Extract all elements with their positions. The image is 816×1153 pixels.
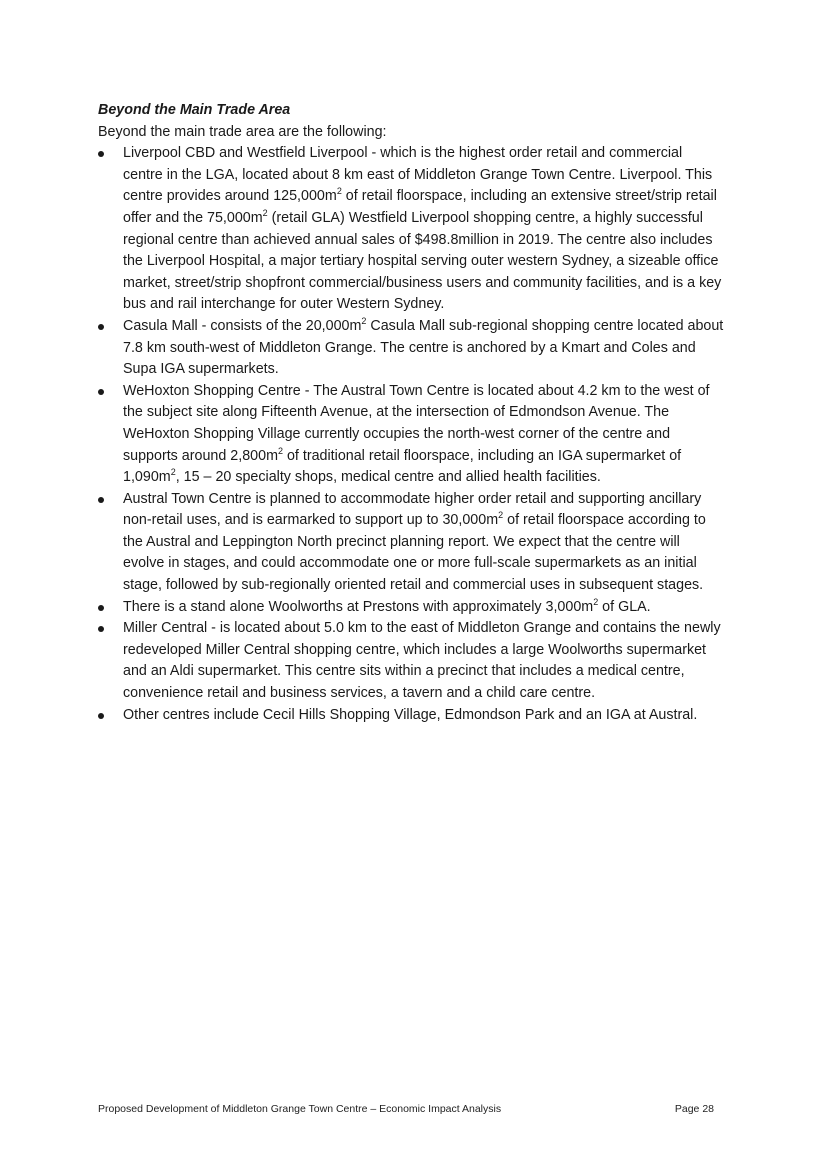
list-item: Liverpool CBD and Westfield Liverpool - which is the highest order retail and commercial centre in the LGA, located about 8 km east of Middleton Grange Town Centre. Liverpool. This centre provides around $125,000m^2$ of retail floorspace, including an extensive street/strip retail offer and the $75,000m^2$ (retail GLA) Westfield Liverpool shopping centre, a highly successful regional centre than achieved annual sales of $498.8million in 2019. The centre also includes the Liverpool Hospital, a major tertiary hospital serving outer western Sydney, a sizeable office market, street/strip shopfront commercial/business users and community facilities, and is a key bus and rail interchange for outer Western Sydney. [98, 143, 724, 316]
bullet-icon [98, 151, 104, 157]
list-item: Miller Central - is located about 5.0 km to the east of Middleton Grange and contains the newly redeveloped Miller Central shopping centre, which includes a large Woolworths supermarket and an Aldi supermarket. This centre sits within a precinct that includes a medical centre, convenience retail and business services, a tavern and a child care centre. [98, 618, 724, 704]
list-item: WeHoxton Shopping Centre - The Austral Town Centre is located about 4.2 km to the west of the subject site along Fifteenth Avenue, at the intersection of Edmondson Avenue. The WeHoxton Shopping Village currently occupies the north-west corner of the centre and supports around $2,800m^2$ of traditional retail floorspace, including an IGA supermarket of $1,090m^2$, 15 – 20 specialty shops, medical centre and allied health facilities. [98, 381, 724, 489]
footer-title: Proposed Development of Middleton Grange Town Centre – Economic Impact Analysis [98, 1103, 502, 1115]
document-body [98, 100, 724, 726]
bullet-icon [98, 497, 104, 503]
page-footer [98, 1103, 714, 1115]
bullet-icon [98, 605, 104, 611]
section-heading: Beyond the Main Trade Area [98, 102, 291, 118]
bullet-icon [98, 626, 104, 632]
centre-list [98, 143, 724, 726]
list-item: There is a stand alone Woolworths at Prestons with approximately $3,000m^2$ of GLA. [98, 597, 724, 619]
bullet-icon [98, 324, 104, 330]
list-item: Austral Town Centre is planned to accommodate higher order retail and supporting ancillary non-retail uses, and is earmarked to support up to $30,000m^2$ of retail floorspace according to the Austral and Leppington North precinct planning report. We expect that the centre will evolve in stages, and could accommodate one or more full-scale supermarkets as an initial stage, followed by sub-regionally oriented retail and commercial uses in subsequent stages. [98, 489, 724, 597]
bullet-icon [98, 713, 104, 719]
list-item: Other centres include Cecil Hills Shopping Village, Edmondson Park and an IGA at Austral. [98, 705, 724, 727]
list-item: Casula Mall - consists of the $20,000m^2$ Casula Mall sub-regional shopping centre located about 7.8 km south-west of Middleton Grange. The centre is anchored by a Kmart and Coles and Supa IGA supermarkets. [98, 316, 724, 381]
page-number: Page 28 [674, 1103, 714, 1115]
bullet-icon [98, 389, 104, 395]
intro-paragraph: Beyond the main trade area are the following: [98, 123, 387, 140]
